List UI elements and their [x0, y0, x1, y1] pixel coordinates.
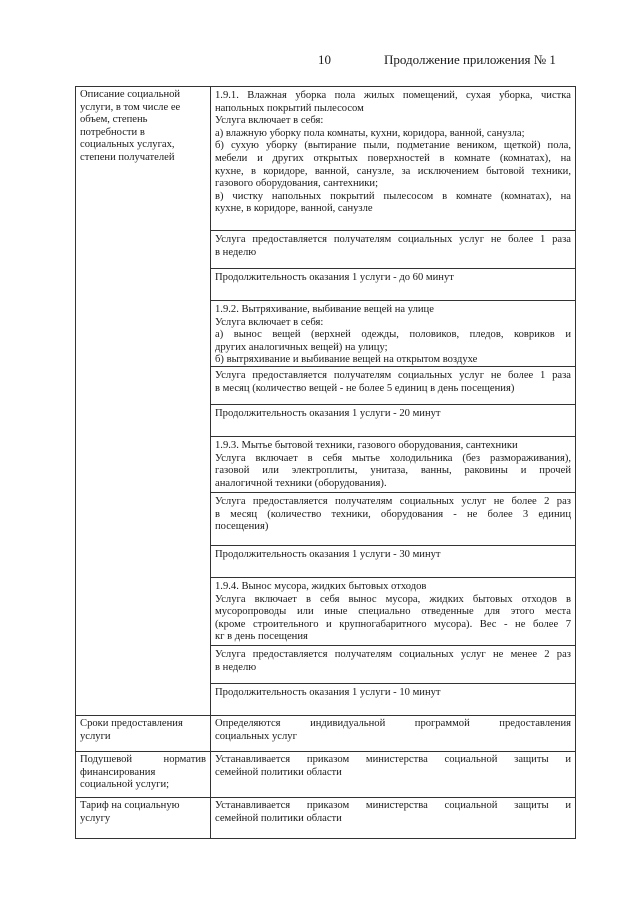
row-value-tariff: Устанавливается приказом министерства социальной защиты и семейной политики области — [211, 798, 576, 839]
service-table — [75, 86, 576, 839]
service-1-9-4-duration: Продолжительность оказания 1 услуги - 10 минут — [215, 687, 441, 698]
service-1-9-3-block: 1.9.3. Мытье бытовой техники, газового оборудования, сантехники Услуга включает в себя мытье холодильника (без размораживания), газовой или электроплиты, унитаза, ванны, раковины и прочей аналогичной техники (оборудования). — [211, 437, 575, 493]
continuation-title: Продолжение приложения № 1 — [384, 52, 556, 67]
row-label-financing: Подушевой норматив финансирования социальной услуги; — [76, 752, 211, 798]
row-label-description: Описание социальной услуги, в том числе ее объем, степень потребности в социальных услугах, степени получателей — [76, 87, 211, 716]
service-1-9-1-duration: Продолжительность оказания 1 услуги - до 60 минут — [211, 269, 575, 301]
row-label-tariff: Тариф на социальную услугу — [76, 798, 211, 839]
row-label-terms: Сроки предоставления услуги — [76, 716, 211, 752]
service-1-9-3-duration: Продолжительность оказания 1 услуги - 30 минут — [211, 546, 575, 578]
page-header — [0, 52, 640, 72]
service-1-9-2-block: 1.9.2. Вытряхивание, выбивание вещей на улице Услуга включает в себя: а) вынос вещей (верхней одежды, половиков, пледов, ковриков и других аналогичных вещей) на улицу; б) вытряхивание и выбивание вещей на открытом воздухе — [211, 301, 575, 367]
table-row-financing — [76, 752, 576, 798]
service-1-9-4-frequency: Услуга предоставляется получателям социальных услуг не менее 2 раз в неделю — [211, 646, 575, 684]
service-1-9-2-frequency: Услуга предоставляется получателям социальных услуг не более 1 раза в месяц (количество вещей - не более 5 единиц в день посещения) — [211, 367, 575, 405]
service-1-9-4-block: 1.9.4. Вынос мусора, жидких бытовых отходов Услуга включает в себя вынос мусора, жидких бытовых отходов в мусоропроводы или иные специально отведенные для этого места (кроме строительного и крупногабаритного мусора). Вес - не более 7 кг в день посещения — [211, 578, 575, 646]
page-number: 10 — [318, 52, 331, 67]
service-1-9-3-frequency: Услуга предоставляется получателям социальных услуг не более 2 раз в месяц (количество техники, оборудования - не более 3 единиц посещения) — [211, 493, 575, 546]
row-value-financing: Устанавливается приказом министерства социальной защиты и семейной политики области — [211, 752, 576, 798]
service-1-9-1-block: 1.9.1. Влажная уборка пола жилых помещений, сухая уборка, чистка напольных покрытий пылесосом Услуга включает в себя: а) влажную уборку пола комнаты, кухни, коридора, ванной, санузла; б) сухую уборку (вытирание пыли, подметание веником, щеткой) пола, мебели и других открытых поверхностей в комнате (комнатах), на кухне, в коридоре, ванной, санузле, за исключением бытовой техники, газового оборудования, сантехники; в) чистку напольных покрытий пылесосом в комнате (комнатах), на кухне, в коридоре, ванной, санузле — [211, 87, 575, 231]
service-1-9-1-frequency: Услуга предоставляется получателям социальных услуг не более 1 раза в неделю — [211, 231, 575, 269]
table-row-description — [76, 87, 576, 716]
table-row-tariff — [76, 798, 576, 839]
table-row-terms — [76, 716, 576, 752]
row-value-description — [211, 87, 576, 716]
service-1-9-2-duration: Продолжительность оказания 1 услуги - 20 минут — [211, 405, 575, 437]
row-value-terms: Определяются индивидуальной программой предоставления социальных услуг — [211, 716, 576, 752]
